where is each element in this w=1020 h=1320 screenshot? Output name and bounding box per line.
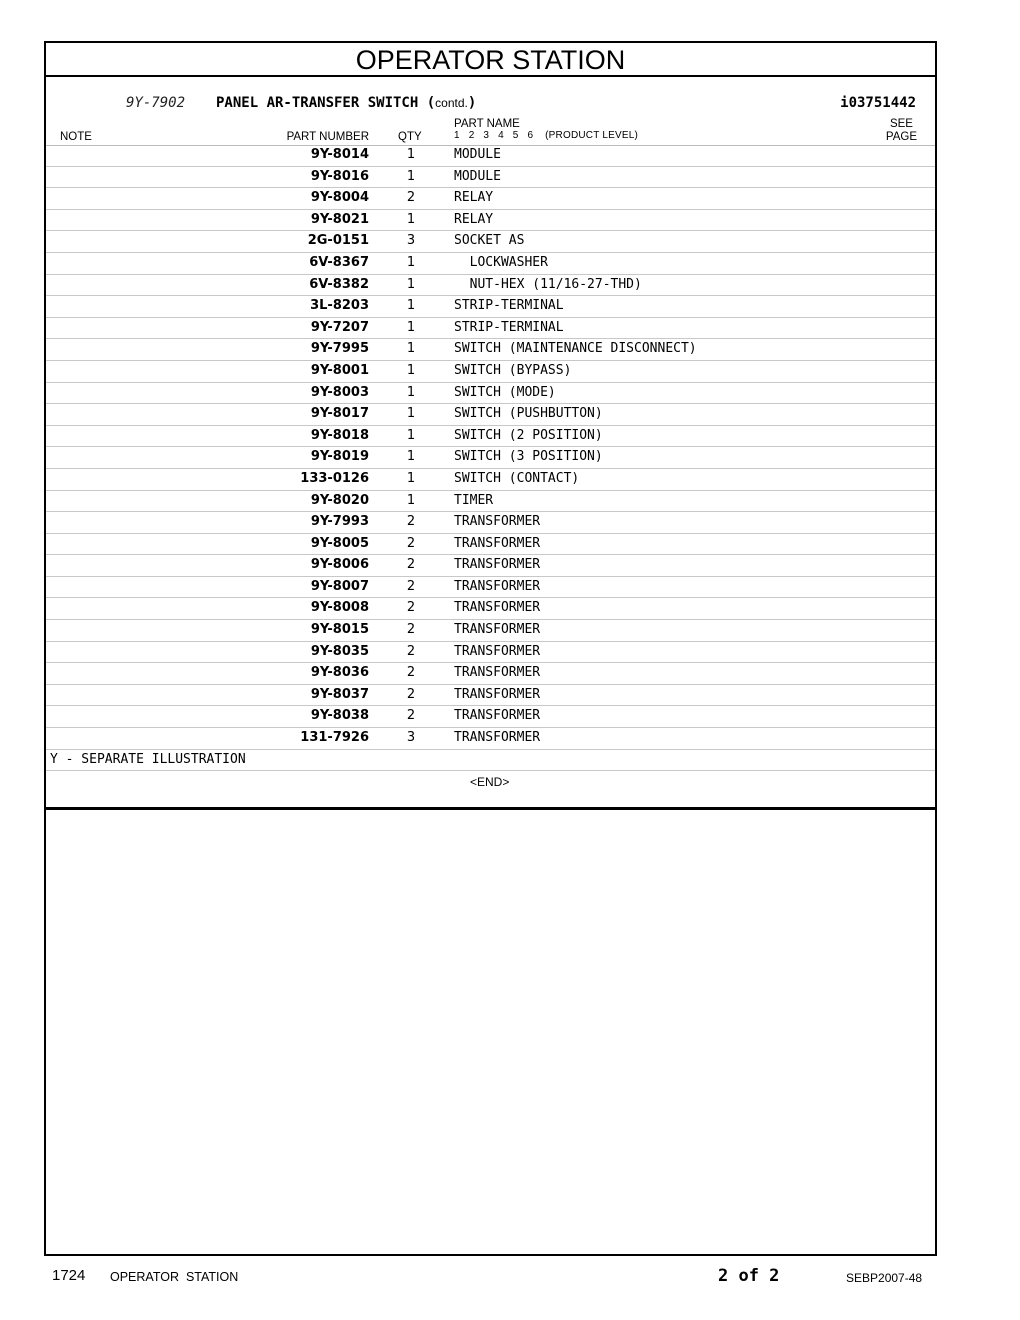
group-heading [46, 95, 935, 117]
group-name-text: PANEL AR-TRANSFER SWITCH ( [216, 95, 436, 111]
footer-page-number: 1724 [52, 1267, 86, 1284]
header-product-level: 1 2 3 4 5 6 (PRODUCT LEVEL) [454, 130, 638, 141]
part-number: 9Y-7995 [310, 341, 369, 357]
section-divider [46, 807, 935, 810]
part-name: SWITCH (2 POSITION) [454, 427, 603, 443]
part-qty: 1 [406, 470, 416, 486]
part-number: 9Y-8019 [310, 449, 369, 465]
part-qty: 3 [406, 233, 416, 249]
part-number: 9Y-8007 [310, 578, 369, 594]
part-number: 9Y-8005 [310, 535, 369, 551]
table-row [46, 253, 935, 275]
part-number: 6V-8367 [309, 254, 369, 270]
part-number: 9Y-7207 [310, 319, 369, 335]
table-row [46, 426, 935, 448]
part-qty: 1 [406, 298, 416, 314]
part-number: 131-7926 [300, 730, 369, 746]
table-row [46, 534, 935, 556]
part-name: SWITCH (CONTACT) [454, 470, 580, 486]
part-qty: 2 [406, 665, 416, 681]
part-name: TRANSFORMER [454, 557, 541, 573]
table-row [46, 728, 935, 750]
part-name: TIMER [454, 492, 494, 508]
part-name: TRANSFORMER [454, 600, 541, 616]
table-row [46, 145, 935, 167]
part-name: TRANSFORMER [454, 578, 541, 594]
part-number: 9Y-8038 [310, 708, 369, 724]
footer-page-of: 2 of 2 [718, 1266, 780, 1286]
group-number: 9Y-7902 [126, 95, 186, 111]
part-qty: 1 [406, 427, 416, 443]
table-row [46, 491, 935, 513]
table-row [46, 231, 935, 253]
illustration-id: i03751442 [840, 95, 916, 111]
table-row [46, 383, 935, 405]
part-number: 9Y-8003 [310, 384, 369, 400]
part-number: 9Y-8036 [310, 665, 369, 681]
part-name: TRANSFORMER [454, 535, 541, 551]
end-row [46, 771, 935, 795]
header-see: SEE [889, 118, 913, 130]
part-qty: 1 [406, 492, 416, 508]
table-row [46, 210, 935, 232]
part-number: 9Y-8017 [310, 406, 369, 422]
parts-table [46, 145, 935, 795]
part-number: 9Y-8016 [310, 168, 369, 184]
part-qty: 2 [406, 514, 416, 530]
part-qty: 2 [406, 578, 416, 594]
part-qty: 1 [406, 147, 416, 162]
table-row [46, 404, 935, 426]
table-row [46, 642, 935, 664]
part-name: STRIP-TERMINAL [454, 319, 564, 335]
table-row [46, 706, 935, 728]
part-name: RELAY [454, 211, 494, 227]
column-header [46, 117, 935, 146]
part-qty: 1 [406, 168, 416, 184]
part-number: 9Y-8014 [310, 147, 369, 162]
part-qty: 2 [406, 686, 416, 702]
table-row [46, 361, 935, 383]
group-contd: contd. [435, 96, 468, 110]
end-marker: <END> [470, 775, 510, 790]
part-name: MODULE [454, 168, 501, 184]
part-name: SWITCH (3 POSITION) [454, 449, 603, 465]
table-row [46, 512, 935, 534]
table-row [46, 188, 935, 210]
part-name: TRANSFORMER [454, 730, 541, 746]
part-qty: 1 [406, 254, 416, 270]
part-number: 9Y-8001 [310, 362, 369, 378]
table-row [46, 577, 935, 599]
header-note: NOTE [60, 131, 92, 143]
table-row [46, 598, 935, 620]
part-qty: 2 [406, 643, 416, 659]
part-number: 9Y-8006 [310, 557, 369, 573]
part-name: SWITCH (MAINTENANCE DISCONNECT) [454, 341, 697, 357]
part-number: 9Y-8004 [310, 190, 369, 206]
header-part-name: PART NAME [454, 118, 520, 130]
table-row [46, 318, 935, 340]
part-name: TRANSFORMER [454, 514, 541, 530]
part-number: 9Y-7993 [310, 514, 369, 530]
part-qty: 1 [406, 449, 416, 465]
table-row [46, 296, 935, 318]
part-number: 9Y-8008 [310, 600, 369, 616]
part-number: 9Y-8035 [310, 643, 369, 659]
table-row [46, 275, 935, 297]
part-number: 9Y-8021 [310, 211, 369, 227]
part-number: 9Y-8018 [310, 427, 369, 443]
part-number: 9Y-8037 [310, 686, 369, 702]
part-qty: 1 [406, 211, 416, 227]
part-qty: 2 [406, 535, 416, 551]
table-row [46, 555, 935, 577]
part-name: SWITCH (PUSHBUTTON) [454, 406, 603, 422]
group-name [216, 95, 476, 111]
part-name: SWITCH (BYPASS) [454, 362, 572, 378]
header-qty: QTY [398, 131, 422, 143]
table-row [46, 447, 935, 469]
part-name: LOCKWASHER [454, 254, 548, 270]
part-name: TRANSFORMER [454, 665, 541, 681]
part-qty: 1 [406, 341, 416, 357]
part-qty: 2 [406, 708, 416, 724]
part-name: TRANSFORMER [454, 622, 541, 638]
part-name: TRANSFORMER [454, 686, 541, 702]
footnote-row [46, 750, 935, 772]
part-qty: 2 [406, 622, 416, 638]
part-qty: 1 [406, 406, 416, 422]
part-qty: 1 [406, 319, 416, 335]
header-page: PAGE [885, 131, 917, 143]
part-name: MODULE [454, 147, 501, 162]
header-part-number: PART NUMBER [286, 131, 369, 143]
part-number: 6V-8382 [309, 276, 369, 292]
group-name-close: ) [467, 95, 477, 111]
footer-doc-id: SEBP2007-48 [846, 1271, 923, 1285]
part-number: 3L-8203 [310, 298, 369, 314]
part-name: SWITCH (MODE) [454, 384, 556, 400]
table-row [46, 167, 935, 189]
part-qty: 1 [406, 384, 416, 400]
parts-list-frame [44, 41, 937, 1256]
part-qty: 2 [406, 600, 416, 616]
part-name: TRANSFORMER [454, 708, 541, 724]
footnote: Y - SEPARATE ILLUSTRATION [50, 751, 246, 767]
part-name: TRANSFORMER [454, 643, 541, 659]
part-qty: 2 [406, 557, 416, 573]
part-qty: 3 [406, 730, 416, 746]
table-row [46, 469, 935, 491]
table-row [46, 620, 935, 642]
part-name: NUT-HEX (11/16-27-THD) [454, 276, 642, 292]
part-number: 9Y-8020 [310, 492, 369, 508]
part-name: STRIP-TERMINAL [454, 298, 564, 314]
part-qty: 2 [406, 190, 416, 206]
page-footer [0, 1265, 1020, 1289]
part-number: 133-0126 [300, 470, 369, 486]
part-name: SOCKET AS [454, 233, 525, 249]
part-qty: 1 [406, 362, 416, 378]
footer-section: OPERATOR STATION [110, 1270, 239, 1284]
table-row [46, 663, 935, 685]
part-number: 9Y-8015 [310, 622, 369, 638]
table-row [46, 685, 935, 707]
page-title: OPERATOR STATION [46, 43, 935, 77]
part-name: RELAY [454, 190, 494, 206]
part-qty: 1 [406, 276, 416, 292]
part-number: 2G-0151 [307, 233, 369, 249]
table-row [46, 339, 935, 361]
header-see-page [886, 118, 917, 144]
